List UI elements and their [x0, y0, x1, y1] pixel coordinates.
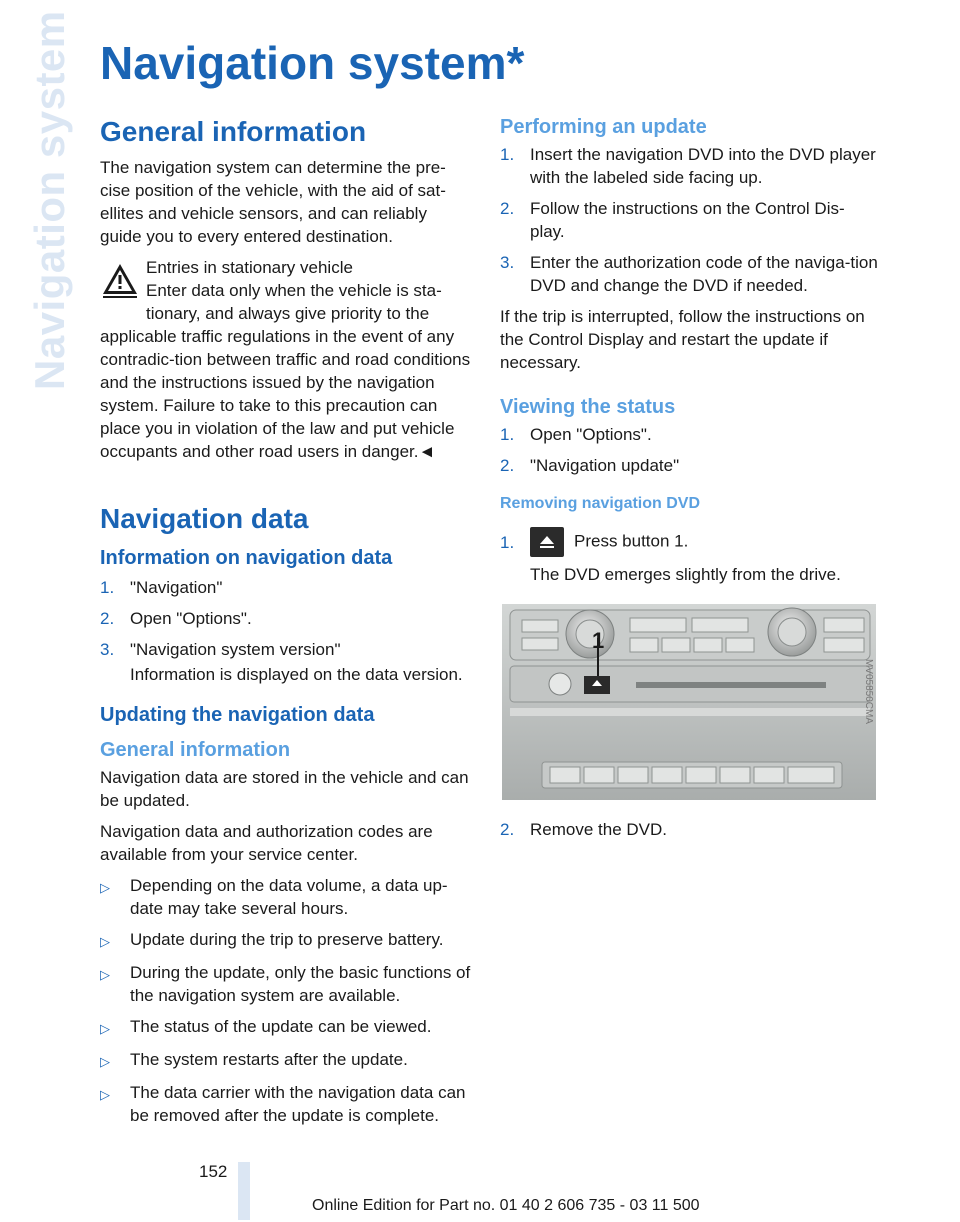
list-item: 1. Insert the navigation DVD into the DVD player with the labeled side facing up. — [500, 145, 876, 187]
footer-bar — [238, 1162, 250, 1220]
bullet-triangle-icon: ▷ — [100, 1054, 110, 1069]
info-heading: Information on navigation data — [100, 547, 393, 569]
list-item: 2. Follow the instructions on the Control Dis-play. — [500, 199, 845, 241]
list-item: 1. Press button 1. — [500, 527, 878, 557]
left-column — [100, 116, 472, 1135]
performing-steps — [500, 143, 878, 297]
viewing-heading: Viewing the status — [500, 396, 676, 418]
interrupted-text: If the trip is interrupted, follow the instructions on the Control Display and restart the update if necessary. — [500, 307, 865, 372]
bullet-triangle-icon: ▷ — [100, 967, 110, 982]
list-item: ▷ The system restarts after the update. — [100, 1048, 472, 1073]
list-item: ▷ The status of the update can be viewed. — [100, 1015, 472, 1040]
performing-heading: Performing an update — [500, 116, 707, 138]
list-item: 1. Open "Options". — [500, 425, 652, 444]
list-item: ▷ During the update, only the basic functions of the navigation system are available. — [100, 963, 471, 1005]
list-item: 2. Remove the DVD. — [500, 820, 667, 839]
stored-text: Navigation data are stored in the vehicle and can be updated. — [100, 768, 469, 810]
footer-edition: Online Edition for Part no. 01 40 2 606 735 - 03 11 500 — [312, 1197, 700, 1214]
info-note: Information is displayed on the data version. — [130, 665, 463, 684]
list-item: 2. Open "Options". — [100, 609, 252, 628]
photo-callout-label: 1 — [592, 628, 605, 653]
list-item: ▷ Depending on the data volume, a data up-date may take several hours. — [100, 876, 448, 918]
list-item: 1. "Navigation" — [100, 578, 223, 597]
update-bullets — [100, 874, 472, 1127]
viewing-steps — [500, 423, 878, 477]
console-illustration — [502, 604, 876, 800]
general-heading: General information — [100, 116, 367, 147]
page-title: Navigation system* — [100, 37, 525, 89]
list-item: ▷ The data carrier with the navigation data can be removed after the update is complete. — [100, 1083, 466, 1125]
list-item: 2. "Navigation update" — [500, 456, 680, 475]
side-tab-label: Navigation system — [26, 10, 73, 390]
bullet-triangle-icon: ▷ — [100, 880, 110, 895]
right-column — [500, 116, 878, 849]
eject-button-icon — [530, 527, 564, 557]
general-text: The navigation system can determine the pre-cise position of the vehicle, with the aid of sat-ellites and vehicle sensors, and can reliably guide you to every entered destination. — [100, 158, 446, 246]
info-steps — [100, 576, 472, 661]
bullet-triangle-icon: ▷ — [100, 1021, 110, 1036]
list-item: ▷ Update during the trip to preserve battery. — [100, 928, 472, 953]
updating-heading: Updating the navigation data — [100, 704, 375, 726]
removing-heading: Removing navigation DVD — [500, 495, 701, 512]
photo-code: MV05850CMA — [863, 658, 874, 724]
page-number: 152 — [199, 1162, 228, 1181]
navigation-data-heading: Navigation data — [100, 503, 309, 534]
list-item: 3. Enter the authorization code of the naviga-tion DVD and change the DVD if needed. — [500, 253, 878, 295]
removing-note: The DVD emerges slightly from the drive. — [530, 565, 841, 584]
warning-block — [100, 256, 472, 463]
bullet-triangle-icon: ▷ — [100, 1087, 110, 1102]
warning-title: Entries in stationary vehicle — [146, 258, 353, 277]
codes-text: Navigation data and authorization codes are available from your service center. — [100, 822, 433, 864]
warning-body: tionary, and always give priority to the applicable traffic regulations in the event of any contradic-tion between traffic and road conditions and the instructions issued by the navigation system. Failure to take to this precaution can place you in violation of the law and put vehicle occupants and other road users in danger.◄ — [100, 304, 471, 461]
general-info-subheading: General information — [100, 739, 291, 761]
list-item: 3. "Navigation system version" — [100, 640, 341, 659]
warning-triangle-icon — [100, 260, 140, 300]
side-tab — [22, 10, 73, 400]
bullet-triangle-icon: ▷ — [100, 934, 110, 949]
warning-body-first: Enter data only when the vehicle is sta- — [146, 281, 442, 300]
dvd-drive-photo — [502, 604, 876, 800]
